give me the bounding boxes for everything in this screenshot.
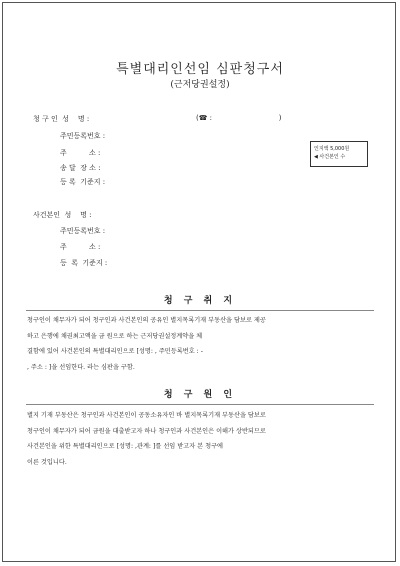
- principal-name-label: 사건본인 성 명 :: [33, 211, 92, 219]
- cause-line: 청구인이 채무자가 되어 금원을 대출받고자 하나 청구인과 사건본인은 이해가 상반되므로: [27, 427, 266, 435]
- cause-line: 이른 것입니다.: [27, 458, 67, 466]
- purpose-heading: 청 구 취 지: [163, 296, 237, 306]
- revenue-stamp-box: [310, 141, 368, 167]
- cause-heading: 청 구 원 인: [163, 390, 237, 400]
- stamp-count-text: ◀ 사건본인 수: [314, 154, 346, 160]
- document-title: 특별대리인선임 심판청구서: [116, 62, 284, 77]
- claimant-service-address-label: 송 달 장 소 :: [60, 164, 101, 172]
- principal-registry-label: 등 록 기준지 :: [60, 259, 108, 267]
- principal-id-label: 주민등록번호 :: [60, 227, 106, 235]
- purpose-line: , 주소 : ]을 선임한다. 라는 심판을 구함.: [27, 363, 135, 371]
- cause-line: 사건본인을 위한 특별대리인으로 [성명: ,관계: ]를 선임 받고자 본 청구에: [27, 443, 224, 450]
- claimant-id-label: 주민등록번호 :: [60, 132, 106, 140]
- document-subtitle: (근저당권설정): [170, 80, 230, 90]
- purpose-line: 청구인이 채무자가 되어 청구인과 사건본인의 공유인 별지목록기재 부동산을 담보로 제공: [27, 317, 266, 324]
- claimant-name-label: 청 구 인 성 명 :: [33, 115, 90, 123]
- cause-line: 별지 기재 부동산은 청구인과 사건본인이 공동소유자인 바 별지목록기재 부동산을 담보로: [27, 412, 266, 419]
- claimant-phone-field: (☎ : ): [196, 114, 282, 122]
- purpose-paragraph: [27, 313, 377, 375]
- claimant-address-label: 주 소 :: [60, 149, 101, 157]
- cause-paragraph: [27, 408, 377, 470]
- claimant-registry-label: 등 록 기준지 :: [60, 178, 106, 186]
- principal-address-label: 주 소 :: [60, 243, 101, 251]
- cause-divider: [26, 404, 374, 405]
- stamp-fee-text: 인지액 5,000원: [314, 146, 350, 152]
- purpose-divider: [26, 310, 374, 311]
- purpose-line: 하고 은행에 채권최고액을 금 원으로 하는 근저당권설정계약을 체: [27, 332, 203, 340]
- purpose-line: 결함에 있어 사건본인의 특별대리인으로 [성명: , 주민등록번호 : -: [27, 348, 203, 355]
